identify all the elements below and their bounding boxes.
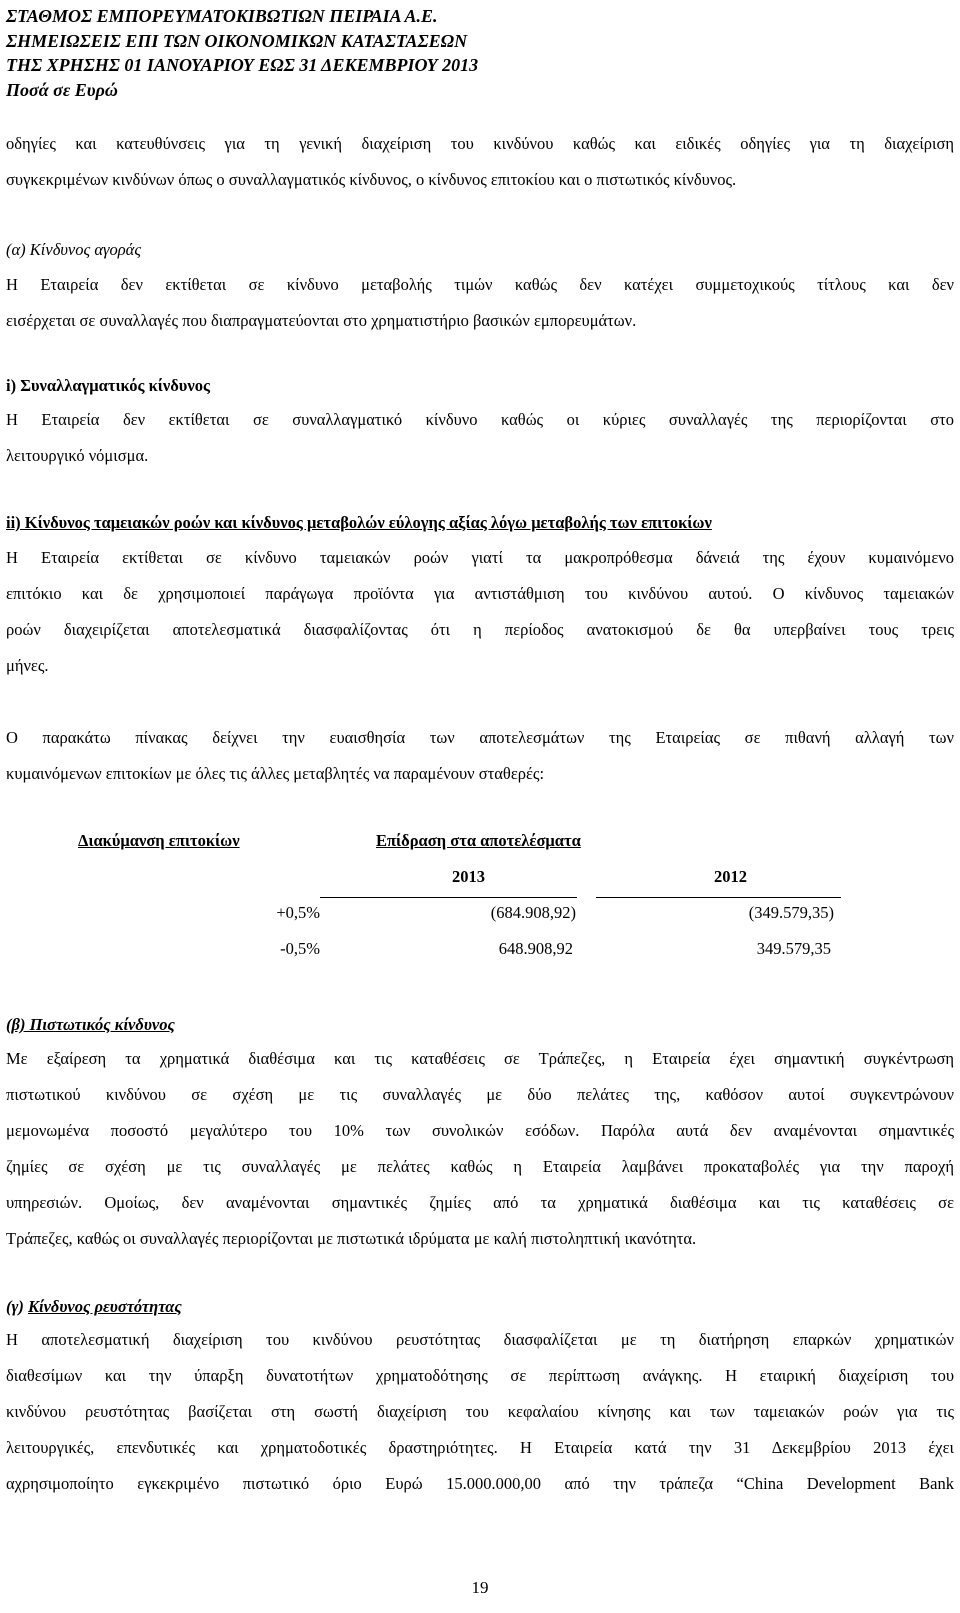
value-2012-cell: (349.579,35)	[748, 903, 834, 922]
document-header	[6, 4, 478, 102]
sensitivity-intro-line-2: κυμαινόμενων επιτοκίων με όλες τις άλλες μεταβλητές να παραμένουν σταθερές:	[6, 764, 545, 783]
year-header-2013: 2013	[452, 867, 485, 886]
notes-title: ΣΗΜΕΙΩΣΕΙΣ ΕΠΙ ΤΩΝ ΟΙΚΟΝΟΜΙΚΩΝ ΚΑΤΑΣΤΑΣΕΩΝ	[6, 30, 468, 51]
liquidity-risk-title-text: Κίνδυνος ρευστότητας	[27, 1297, 182, 1316]
liquidity-risk-line-4: λειτουργικές, επενδυτικές και χρηματοδοτικές δραστηριότητες. Η Εταιρεία κατά την 31 Δεκεμβρίου 2013 έχει	[6, 1438, 954, 1457]
liquidity-risk-line-1: Η αποτελεσματική διαχείριση του κινδύνου ρευστότητας διασφαλίζεται με τη διατήρηση επαρκών χρηματικών	[6, 1330, 954, 1349]
interest-risk-line-4: μήνες.	[6, 656, 49, 675]
market-risk-line-1: Η Εταιρεία δεν εκτίθεται σε κίνδυνο μεταβολής τιμών καθώς δεν κατέχει συμμετοχικούς τίτλους και δεν	[6, 275, 954, 294]
liquidity-risk-line-3: κινδύνου ρευστότητας βασίζεται στη σωστή διαχείριση του κεφαλαίου κίνησης και των ταμειακών ροών για τις	[6, 1402, 954, 1421]
year-header-2012: 2012	[714, 867, 747, 886]
intro-line-1: οδηγίες και κατευθύνσεις για τη γενική διαχείριση του κινδύνου καθώς και ειδικές οδηγίες για τη διαχείριση	[6, 134, 954, 153]
period-title: ΤΗΣ ΧΡΗΣΗΣ 01 ΙΑΝΟΥΑΡΙΟΥ ΕΩΣ 31 ΔΕΚΕΜΒΡΙΟΥ 2013	[6, 55, 479, 75]
rate-change-cell: +0,5%	[276, 903, 320, 922]
credit-risk-line-4: ζημίες σε σχέση με τις συναλλαγές με πελάτες καθώς η Εταιρεία λαμβάνει προκαταβολές για την παροχή	[6, 1157, 954, 1176]
credit-risk-line-6: Τράπεζες, καθώς οι συναλλαγές περιορίζονται με πιστωτικά ιδρύματα με καλή πιστοληπτική ικανότητα.	[6, 1229, 697, 1248]
liquidity-risk-title	[6, 1296, 182, 1318]
sensitivity-intro-line-1: Ο παρακάτω πίνακας δείχνει την ευαισθησία των αποτελεσμάτων της Εταιρείας σε πιθανή αλλαγή των	[6, 728, 954, 747]
credit-risk-line-1: Με εξαίρεση τα χρηματικά διαθέσιμα και τις καταθέσεις σε Τράπεζες, η Εταιρεία έχει σημαντική συγκέντρωση	[6, 1049, 954, 1068]
interest-risk-line-1: Η Εταιρεία εκτίθεται σε κίνδυνο ταμειακών ροών γιατί τα μακροπρόθεσμα δάνειά της έχουν κυμαινόμενο	[6, 548, 954, 567]
liquidity-risk-line-5: αχρησιμοποίητο εγκεκριμένο πιστωτικό όριο Ευρώ 15.000.000,00 από την τράπεζα “China Development Bank	[6, 1474, 954, 1493]
fx-risk-title: i) Συναλλαγματικός κίνδυνος	[6, 376, 210, 395]
col-header-rate-change: Διακύμανση επιτοκίων	[78, 831, 240, 850]
rate-change-cell: -0,5%	[280, 939, 320, 958]
company-name: ΣΤΑΘΜΟΣ ΕΜΠΟΡΕΥΜΑΤΟΚΙΒΩΤΙΩΝ ΠΕΙΡΑΙΑ Α.Ε.	[6, 6, 438, 26]
value-2012-cell: 349.579,35	[756, 939, 831, 958]
fx-risk-line-1: Η Εταιρεία δεν εκτίθεται σε συναλλαγματικό κίνδυνο καθώς οι κύριες συναλλαγές της περιορίζονται στο	[6, 410, 954, 429]
value-2013-cell: (684.908,92)	[490, 903, 576, 922]
value-2013-cell: 648.908,92	[498, 939, 573, 958]
market-risk-line-2: εισέρχεται σε συναλλαγές που διαπραγματεύονται στο χρηματιστήριο βασικών εμπορευμάτων.	[6, 311, 637, 330]
credit-risk-line-5: υπηρεσιών. Ομοίως, δεν αναμένονται σημαντικές ζημίες από τα χρηματικά διαθέσιμα και τις καταθέσεις σε	[6, 1193, 954, 1212]
credit-risk-title: (β) Πιστωτικός κίνδυνος	[6, 1015, 175, 1034]
page-number: 19	[471, 1578, 489, 1597]
credit-risk-line-2: πιστωτικού κινδύνου σε σχέση με τις συναλλαγές με δύο πελάτες της, καθόσον αυτοί συγκεντρώνουν	[6, 1085, 954, 1104]
liquidity-risk-title-prefix: (γ)	[6, 1297, 28, 1316]
intro-line-2: συγκεκριμένων κινδύνων όπως ο συναλλαγματικός κίνδυνος, ο κίνδυνος επιτοκίου και ο πιστωτικός κίνδυνος.	[6, 170, 737, 189]
header-rule-2012	[596, 897, 841, 898]
currency-note: Ποσά σε Ευρώ	[6, 79, 118, 100]
interest-risk-line-2: επιτόκιο και δε χρησιμοποιεί παράγωγα προϊόντα για αντιστάθμιση του κινδύνου αυτού. Ο κίνδυνος ταμειακών	[6, 584, 954, 603]
col-header-impact: Επίδραση στα αποτελέσματα	[376, 831, 581, 850]
interest-risk-line-3: ροών διαχειρίζεται αποτελεσματικά διασφαλίζοντας ότι η περίοδος ανατοκισμού δε θα υπερβαίνει τους τρεις	[6, 620, 954, 639]
liquidity-risk-line-2: διαθεσίμων και την ύπαρξη δυνατοτήτων χρηματοδότησης σε περίπτωση ανάγκης. Η εταιρική διαχείριση του	[6, 1366, 954, 1385]
market-risk-title: (α) Κίνδυνος αγοράς	[6, 240, 142, 259]
interest-risk-title: ii) Κίνδυνος ταμειακών ροών και κίνδυνος μεταβολών εύλογης αξίας λόγω μεταβολής των επιτοκίων	[6, 513, 712, 532]
credit-risk-line-3: μεμονωμένα ποσοστό μεγαλύτερο του 10% των συνολικών εσόδων. Παρόλα αυτά δεν αναμένονται σημαντικές	[6, 1121, 954, 1140]
fx-risk-line-2: λειτουργικό νόμισμα.	[6, 446, 149, 465]
header-rule-2013	[320, 897, 577, 898]
